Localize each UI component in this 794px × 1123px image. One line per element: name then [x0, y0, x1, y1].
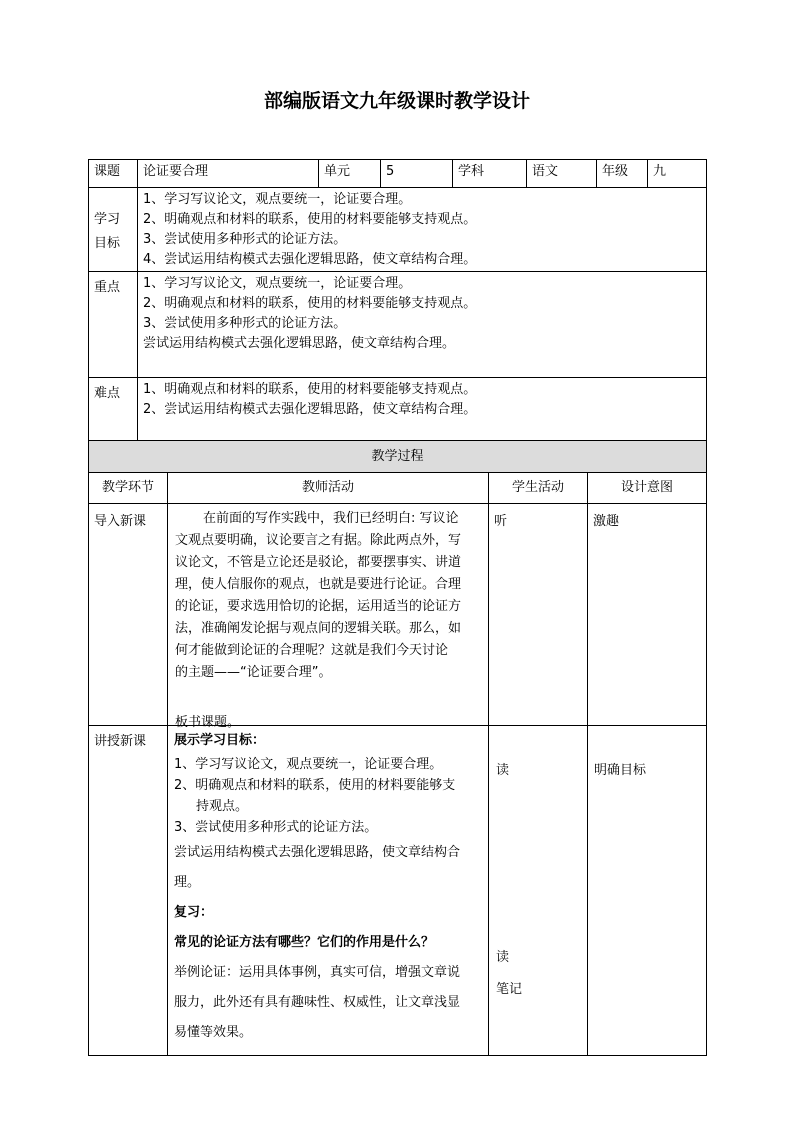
label-unit: 单元 [318, 159, 381, 188]
goals-label-line1: 学习 [94, 212, 121, 227]
row1-teacher-line: 的论证，要求选用恰切的论据，运用适当的论证方 [175, 599, 462, 614]
key-item: 尝试运用结构模式去强化逻辑思路，使文章结构合理。 [143, 336, 456, 351]
difficult-content [137, 377, 707, 441]
row2-student [488, 725, 588, 1056]
value-grade: 九 [647, 159, 707, 188]
row2-intent-text: 明确目标 [594, 763, 647, 778]
label-topic: 课题 [88, 159, 138, 188]
label-goals [88, 187, 138, 272]
row2-item-cont: 理。 [174, 875, 201, 890]
row2-stage: 讲授新课 [88, 725, 168, 1056]
row2-example: 易懂等效果。 [174, 1025, 253, 1040]
row2-item: 2、明确观点和材料的联系，使用的材料要能够支 [174, 778, 456, 793]
row1-teacher-line: 议论文，不管是立论还是驳论，都要摆事实、讲道 [175, 555, 462, 570]
row1-teacher-line: 何才能做到论证的合理呢？这就是我们今天讨论 [175, 643, 449, 658]
key-content [137, 271, 707, 378]
difficult-item: 1、明确观点和材料的联系，使用的材料要能够支持观点。 [143, 382, 477, 397]
row1-teacher-note: 板书课题。 [175, 715, 241, 730]
key-item: 2、明确观点和材料的联系，使用的材料要能够支持观点。 [143, 296, 477, 311]
row2-item: 尝试运用结构模式去强化逻辑思路，使文章结构合 [174, 845, 461, 860]
difficult-item: 2、尝试运用结构模式去强化逻辑思路，使文章结构合理。 [143, 402, 477, 417]
row1-teacher-line: 在前面的写作实践中，我们已经明白: 写议论 [203, 511, 459, 526]
row1-teacher-line: 理，使人信服你的观点，也就是要进行论证。合理 [175, 577, 462, 592]
goals-content [137, 187, 707, 272]
row1-intent: 激趣 [587, 503, 707, 726]
value-subject: 语文 [526, 159, 597, 188]
row1-teacher-line: 法，准确阐发论据与观点间的逻辑关联。那么，如 [175, 621, 462, 636]
goal-item: 3、尝试使用多种形式的论证方法。 [143, 232, 347, 247]
key-item: 3、尝试使用多种形式的论证方法。 [143, 316, 347, 331]
row2-item: 3、尝试使用多种形式的论证方法。 [174, 820, 378, 835]
document-title: 部编版语文九年级课时教学设计 [263, 90, 530, 112]
goals-label-line2: 目标 [94, 236, 121, 251]
col-student: 学生活动 [488, 472, 588, 504]
row2-teacher [167, 725, 489, 1056]
goal-item: 2、明确观点和材料的联系，使用的材料要能够支持观点。 [143, 212, 477, 227]
row1-teacher-line: 文观点要明确，议论要言之有据。除此两点外，写 [175, 533, 462, 548]
label-subject: 学科 [452, 159, 527, 188]
row2-student-notes: 笔记 [496, 982, 523, 997]
row1-teacher [167, 503, 489, 730]
row2-item: 1、学习写议论文，观点要统一，论证要合理。 [174, 757, 443, 772]
row2-question: 常见的论证方法有哪些？它们的作用是什么？ [174, 935, 435, 950]
row2-example: 服力，此外还有具有趣味性、权威性，让文章浅显 [174, 995, 461, 1010]
label-key: 重点 [88, 271, 138, 378]
row2-example: 举例论证：运用具体事例，真实可信，增强文章说 [174, 965, 461, 980]
label-grade: 年级 [596, 159, 648, 188]
row1-teacher-line: 的主题——“论证要合理”。 [175, 665, 332, 680]
label-difficult: 难点 [88, 377, 138, 441]
value-topic: 论证要合理 [137, 159, 319, 188]
row2-student-read2: 读 [496, 950, 510, 965]
row2-intent [587, 725, 707, 1056]
col-stage: 教学环节 [88, 472, 168, 504]
row1-student: 听 [488, 503, 588, 726]
col-teacher: 教师活动 [167, 472, 489, 504]
row1-stage: 导入新课 [88, 503, 168, 726]
col-intent: 设计意图 [587, 472, 707, 504]
row2-heading: 展示学习目标： [174, 733, 266, 748]
goal-item: 1、学习写议论文，观点要统一，论证要合理。 [143, 192, 412, 207]
row2-review: 复习： [174, 905, 214, 920]
goal-item: 4、尝试运用结构模式去强化逻辑思路，使文章结构合理。 [143, 252, 477, 267]
row2-item-cont: 持观点。 [196, 799, 249, 814]
row2-student-read: 读 [496, 763, 510, 778]
process-title: 教学过程 [88, 440, 707, 473]
key-item: 1、学习写议论文，观点要统一，论证要合理。 [143, 276, 412, 291]
value-unit: 5 [380, 159, 453, 188]
